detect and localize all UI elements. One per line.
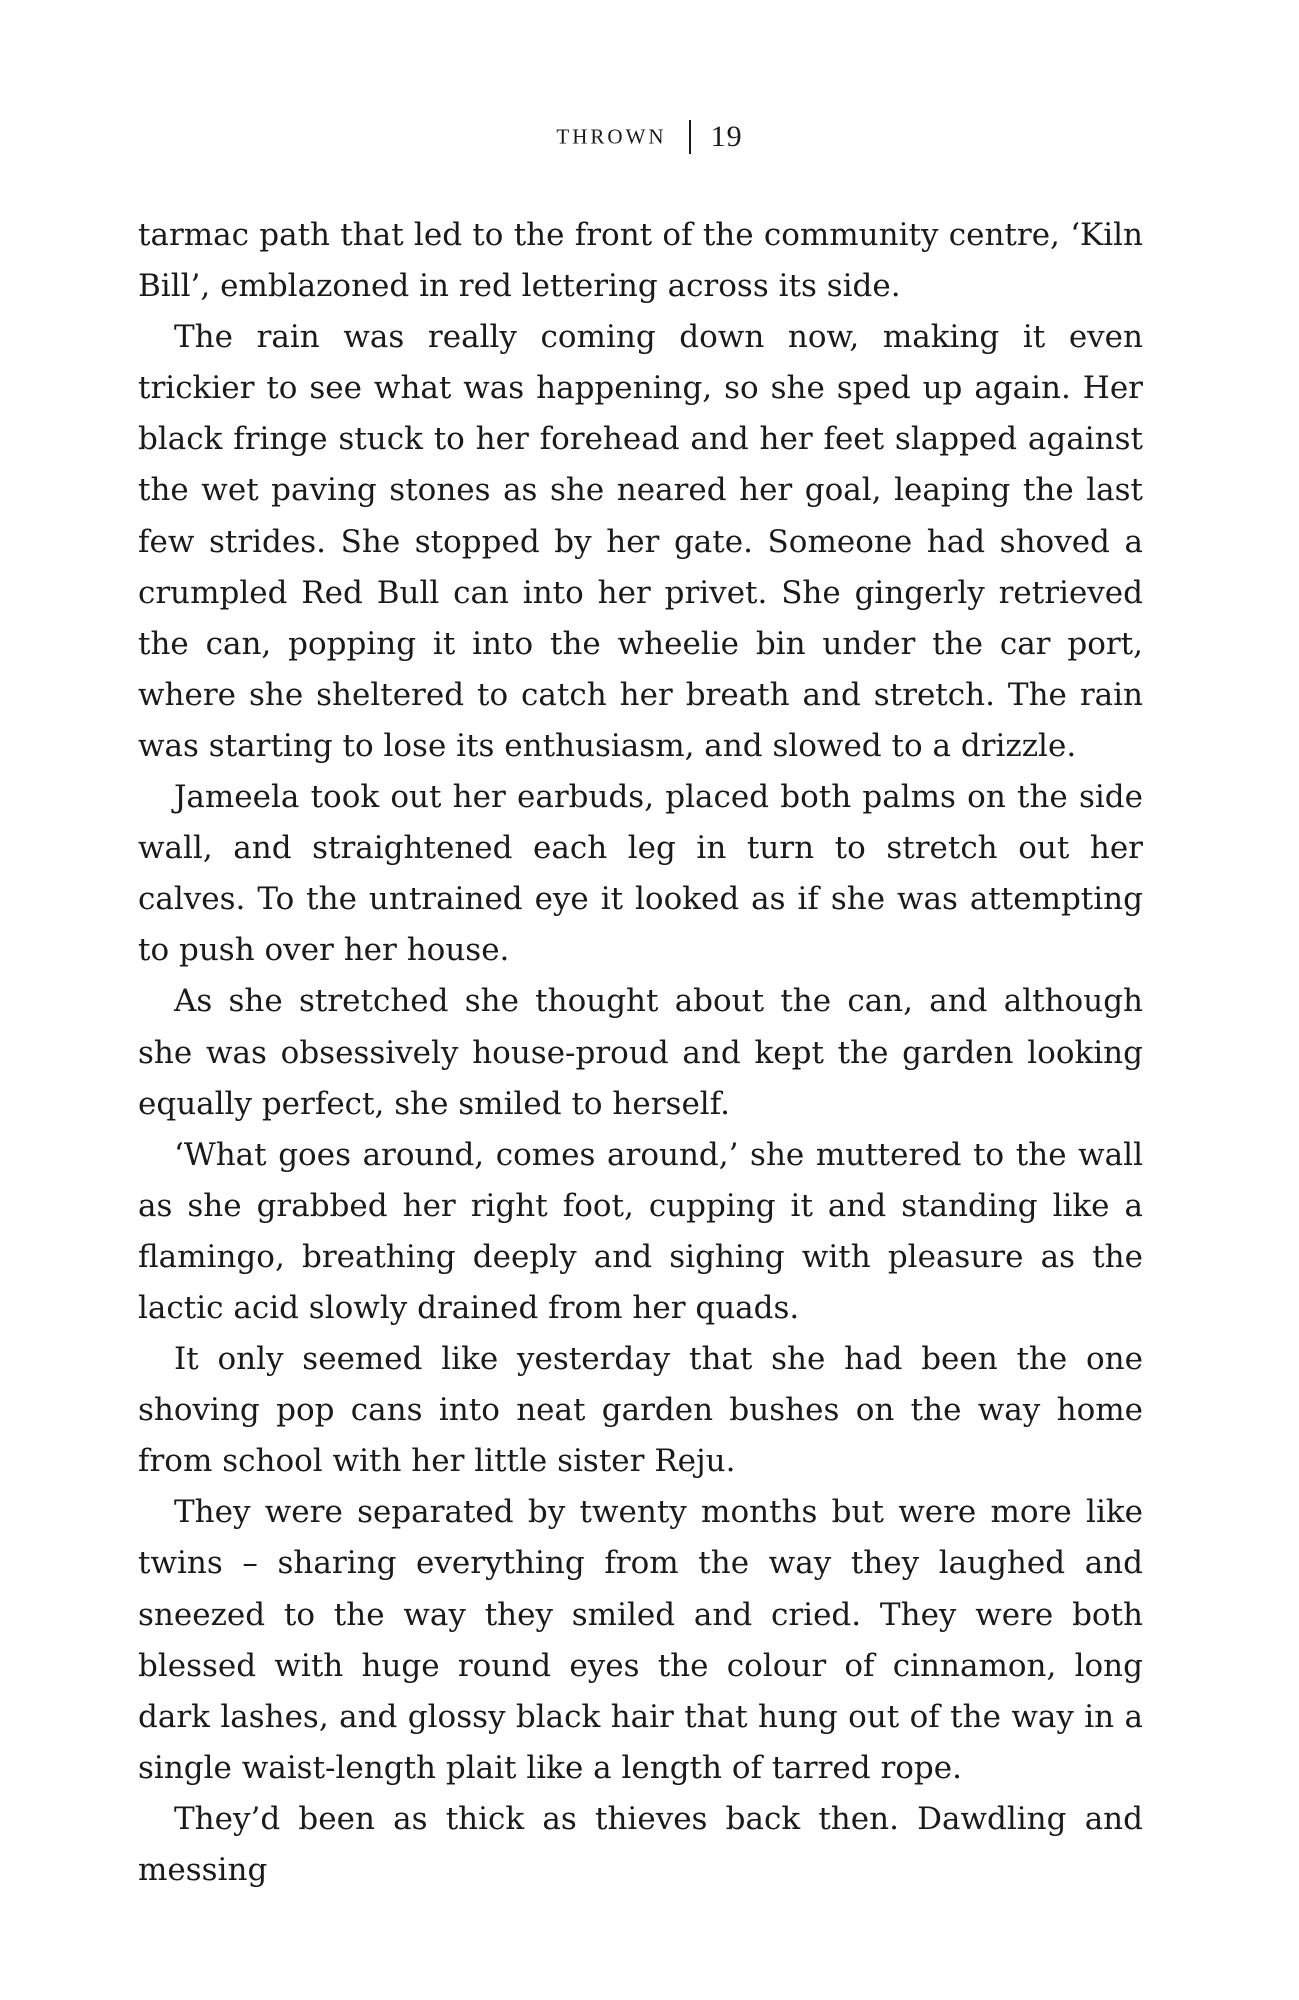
page-number: 19 — [710, 120, 743, 153]
paragraph: Jameela took out her earbuds, placed both palms on the side wall, and straightened each leg in turn to stretch out her calves. To the untrained eye it looked as if she was attempting to push over her house. — [138, 779, 1143, 969]
paragraph: ‘What goes around, comes around,’ she muttered to the wall as she grabbed her right foot, cupping it and standing like a flamingo, breathing deeply and sighing with pleasure as the lactic acid slowly drained from her quads. — [138, 1136, 1143, 1326]
paragraph: They were separated by twenty months but were more like twins – sharing everything from the way they laughed and sneezed to the way they smiled and cried. They were both blessed with huge round eyes the colour of cinnamon, long dark lashes, and glossy black hair that hung out of the way in a single waist-length plait like a length of tarred rope. — [138, 1494, 1143, 1786]
paragraph: It only seemed like yesterday that she had been the one shoving pop cans into neat garden bushes on the way home from school with her little sister Reju. — [138, 1341, 1143, 1480]
paragraph: The rain was really coming down now, making it even trickier to see what was happening, so she sped up again. Her black fringe stuck to her forehead and her feet slapped against the wet paving stones as she neared her goal, leaping the last few strides. She stopped by her gate. Someone had shoved a crumpled Red Bull can into her privet. She gingerly retrieved the can, popping it into the wheelie bin under the car port, where she sheltered to catch her breath and stretch. The rain was starting to lose its enthusiasm, and slowed to a drizzle. — [138, 319, 1143, 764]
running-head — [0, 120, 1299, 154]
header-separator-rule — [689, 120, 691, 154]
running-title: THROWN — [556, 124, 667, 149]
paragraph: tarmac path that led to the front of the community centre, ‘Kiln Bill’, emblazoned in red lettering across its side. — [138, 217, 1143, 305]
body-text — [138, 210, 1143, 1896]
paragraph: They’d been as thick as thieves back then. Dawdling and messing — [138, 1800, 1143, 1888]
paragraph: As she stretched she thought about the can, and although she was obsessively house-proud and kept the garden looking equally perfect, she smiled to herself. — [138, 983, 1143, 1122]
